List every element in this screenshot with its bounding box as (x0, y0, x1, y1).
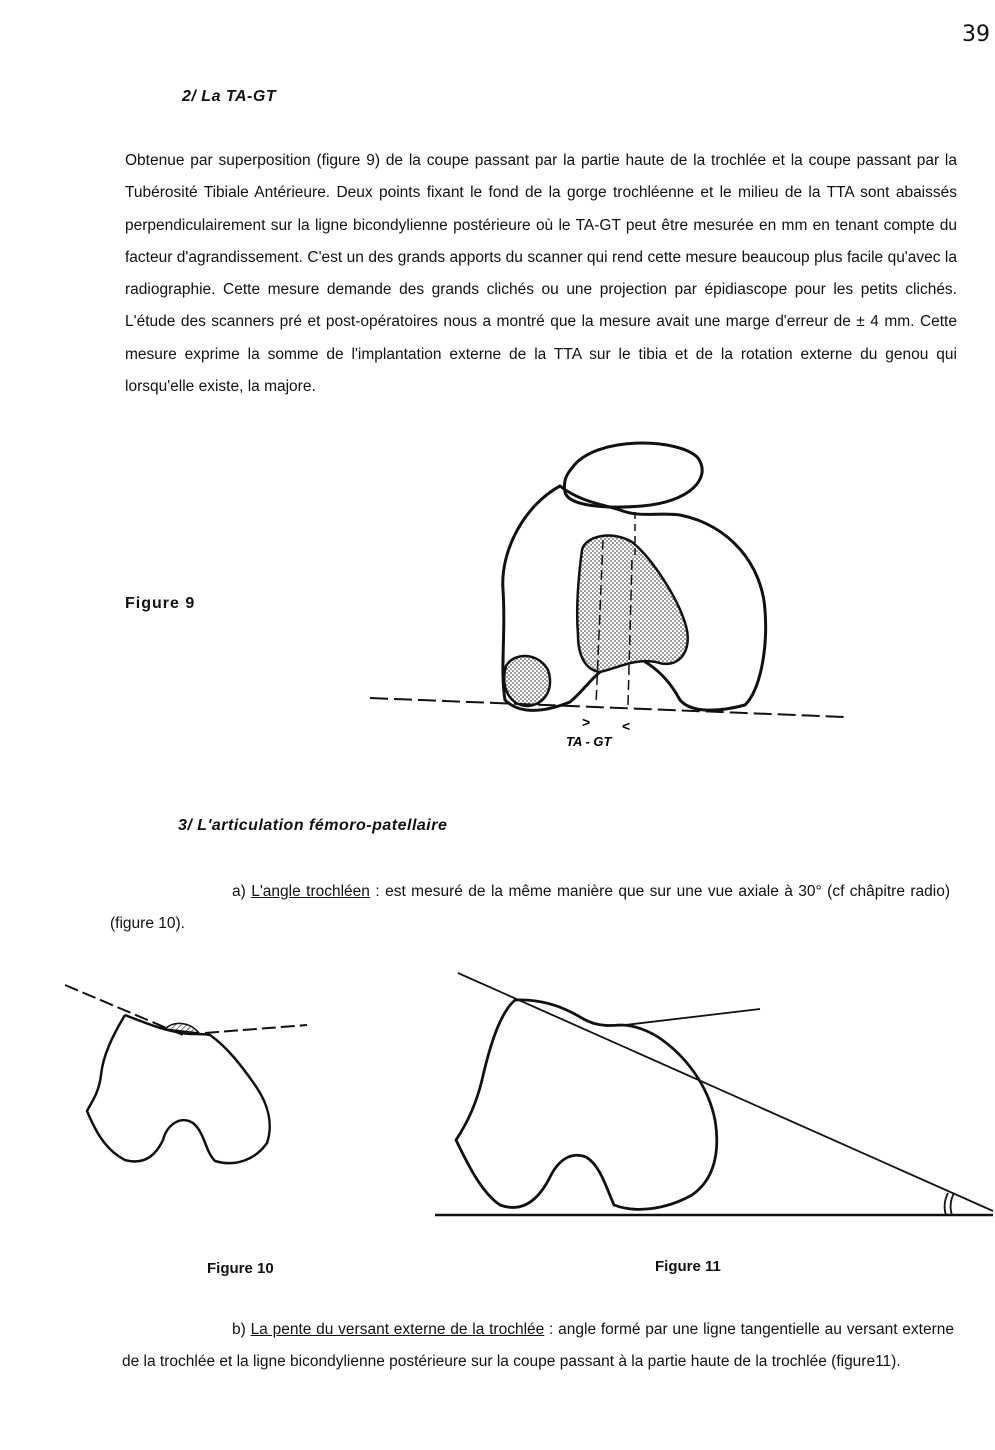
figure-9-arrow-left: > (582, 714, 591, 730)
figure-11-caption: Figure 11 (655, 1258, 721, 1275)
paragraph-b-text: : angle formé par une ligne tangentielle au versant externe de la trochlée et la ligne bicondylienne postérieure sur la coupe passant à la partie haute de la trochlée (figure11). (122, 1321, 955, 1371)
paragraph-a-text: : est mesuré de la même manière que sur une vue axiale à 30° (cf châpitre radio) (figure 10). (110, 883, 950, 933)
tta-shaded (577, 536, 688, 672)
figure-10-drawing (55, 975, 320, 1175)
femur-outline-10 (87, 1015, 270, 1163)
figure-9-label: Figure 9 (125, 595, 196, 612)
paragraph-b-prefix: b) (232, 1321, 251, 1338)
figure-9-arrow-right: < (622, 718, 631, 734)
figure-10-caption: Figure 10 (207, 1260, 274, 1277)
patella-outline (564, 443, 702, 507)
paragraph-ta-gt: Obtenue par superposition (figure 9) de la coupe passant par la partie haute de la trochlée et la coupe passant par la Tubérosité Tibiale Antérieure. Deux points fixant le fond de la gorge trochléenne et le milieu de la TTA sont abaissés perpendiculairement sur la ligne bicondylienne postérieure où le TA-GT peut être mesurée en mm en tenant compte du facteur d'agrandissement. C'est un des grands apports du scanner qui rend cette mesure beaucoup plus facile qu'avec la radiographie. Cette mesure demande des grands clichés ou une projection par épidiascope pour les petits clichés. L'étude des scanners pré et post-opératoires nous a montré que la mesure avait une marge d'erreur de ± 4 mm. Cette mesure exprime la somme de l'implantation externe de la TTA sur le tibia et de la rotation externe du genou qui lorsqu'elle existe, la majore. (125, 152, 957, 396)
term-pente-versant: La pente du versant externe de la trochlée (250, 1321, 545, 1338)
figure-9-annotation: TA - GT (566, 734, 612, 749)
figure-9-drawing (360, 430, 860, 760)
paragraph-pente-versant (122, 1314, 954, 1379)
fibula-shaded (504, 656, 550, 706)
page-number: 39 (962, 22, 990, 47)
term-angle-trochleen: L'angle trochléen (251, 883, 370, 900)
paragraph-angle-trochleen (110, 876, 950, 941)
figure-11-drawing (430, 965, 995, 1220)
paragraph-a-prefix: a) (232, 883, 252, 900)
section-heading-ta-gt: 2/ La TA-GT (182, 88, 277, 105)
femur-outline-11 (456, 1000, 717, 1209)
section-heading-femoro-patellaire: 3/ L'articulation fémoro-patellaire (178, 817, 448, 834)
